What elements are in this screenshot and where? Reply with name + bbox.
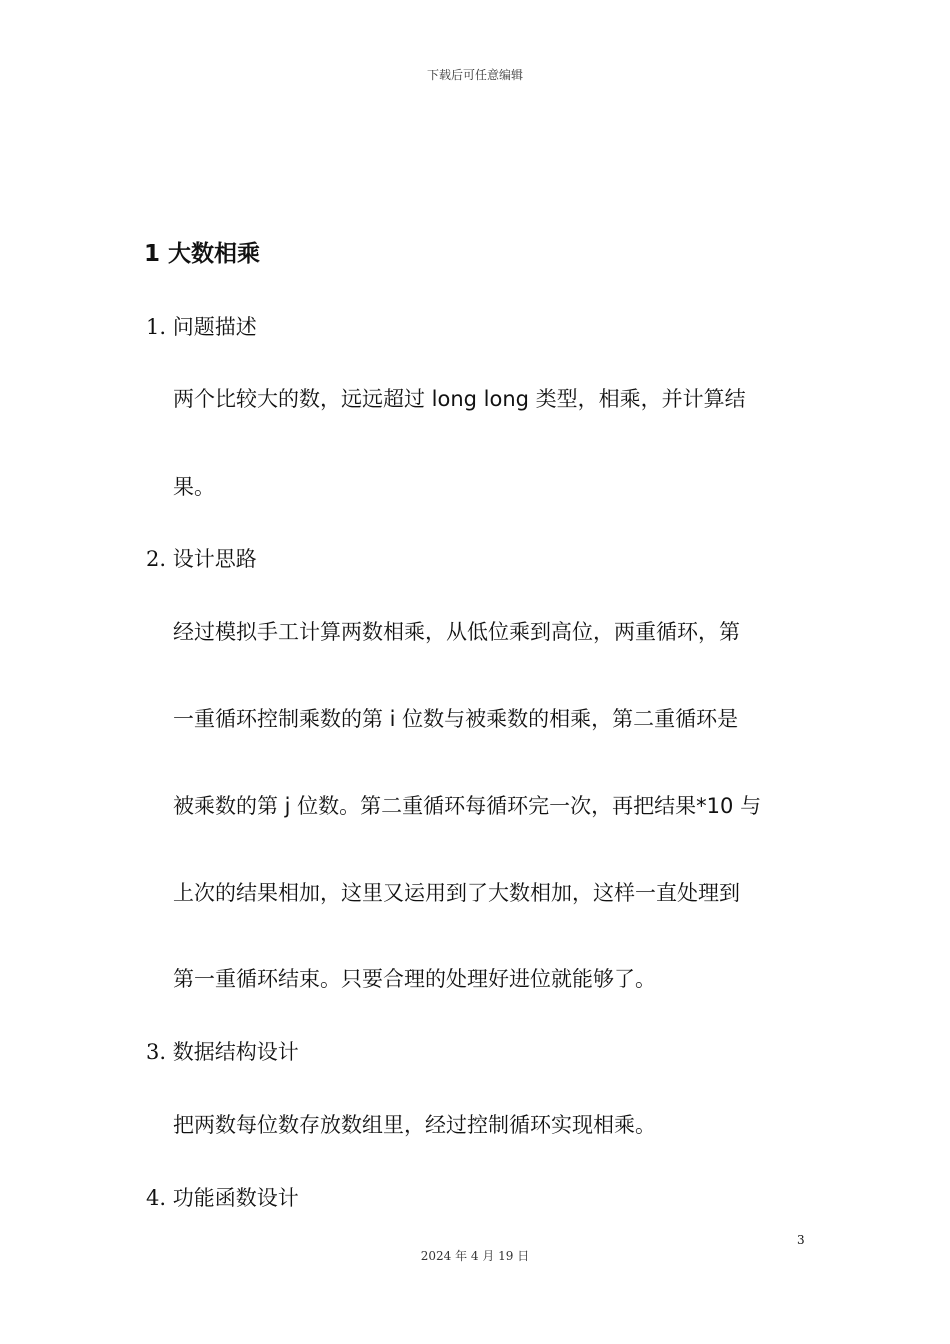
section-number: 3. bbox=[146, 1040, 167, 1064]
paragraph-line: 把两数每位数存放数组里，经过控制循环实现相乘。 bbox=[173, 1113, 656, 1137]
paragraph-line: 一重循环控制乘数的第 i 位数与被乘数的相乘，第二重循环是 bbox=[173, 707, 739, 731]
paragraph-line: 两个比较大的数，远远超过 long long 类型，相乘，并计算结 bbox=[173, 387, 746, 411]
section-title: 功能函数设计 bbox=[172, 1186, 299, 1210]
paragraph-line: 第一重循环结束。只要合理的处理好进位就能够了。 bbox=[173, 967, 656, 991]
paragraph-line: 果。 bbox=[173, 475, 215, 499]
section-heading-4 bbox=[146, 1182, 299, 1212]
document-title: 1 大数相乘 bbox=[144, 241, 261, 267]
section-heading-1 bbox=[146, 311, 257, 341]
section-heading-2 bbox=[146, 543, 257, 573]
page-footer-date: 2024 年 4 月 19 日 bbox=[420, 1249, 530, 1263]
section-heading-3 bbox=[146, 1036, 299, 1066]
section-title: 问题描述 bbox=[172, 315, 257, 339]
page-header: 下载后可任意编辑 bbox=[426, 68, 523, 82]
section-number: 2. bbox=[146, 547, 167, 571]
section-title: 数据结构设计 bbox=[172, 1040, 299, 1064]
section-title: 设计思路 bbox=[172, 547, 257, 571]
section-number: 4. bbox=[146, 1186, 167, 1210]
page-number: 3 bbox=[797, 1233, 805, 1247]
paragraph-line: 经过模拟手工计算两数相乘，从低位乘到高位，两重循环，第 bbox=[173, 620, 740, 644]
section-number: 1. bbox=[146, 315, 167, 339]
paragraph-line: 被乘数的第 j 位数。第二重循环每循环完一次，再把结果*10 与 bbox=[173, 794, 762, 818]
paragraph-line: 上次的结果相加，这里又运用到了大数相加，这样一直处理到 bbox=[173, 881, 740, 905]
